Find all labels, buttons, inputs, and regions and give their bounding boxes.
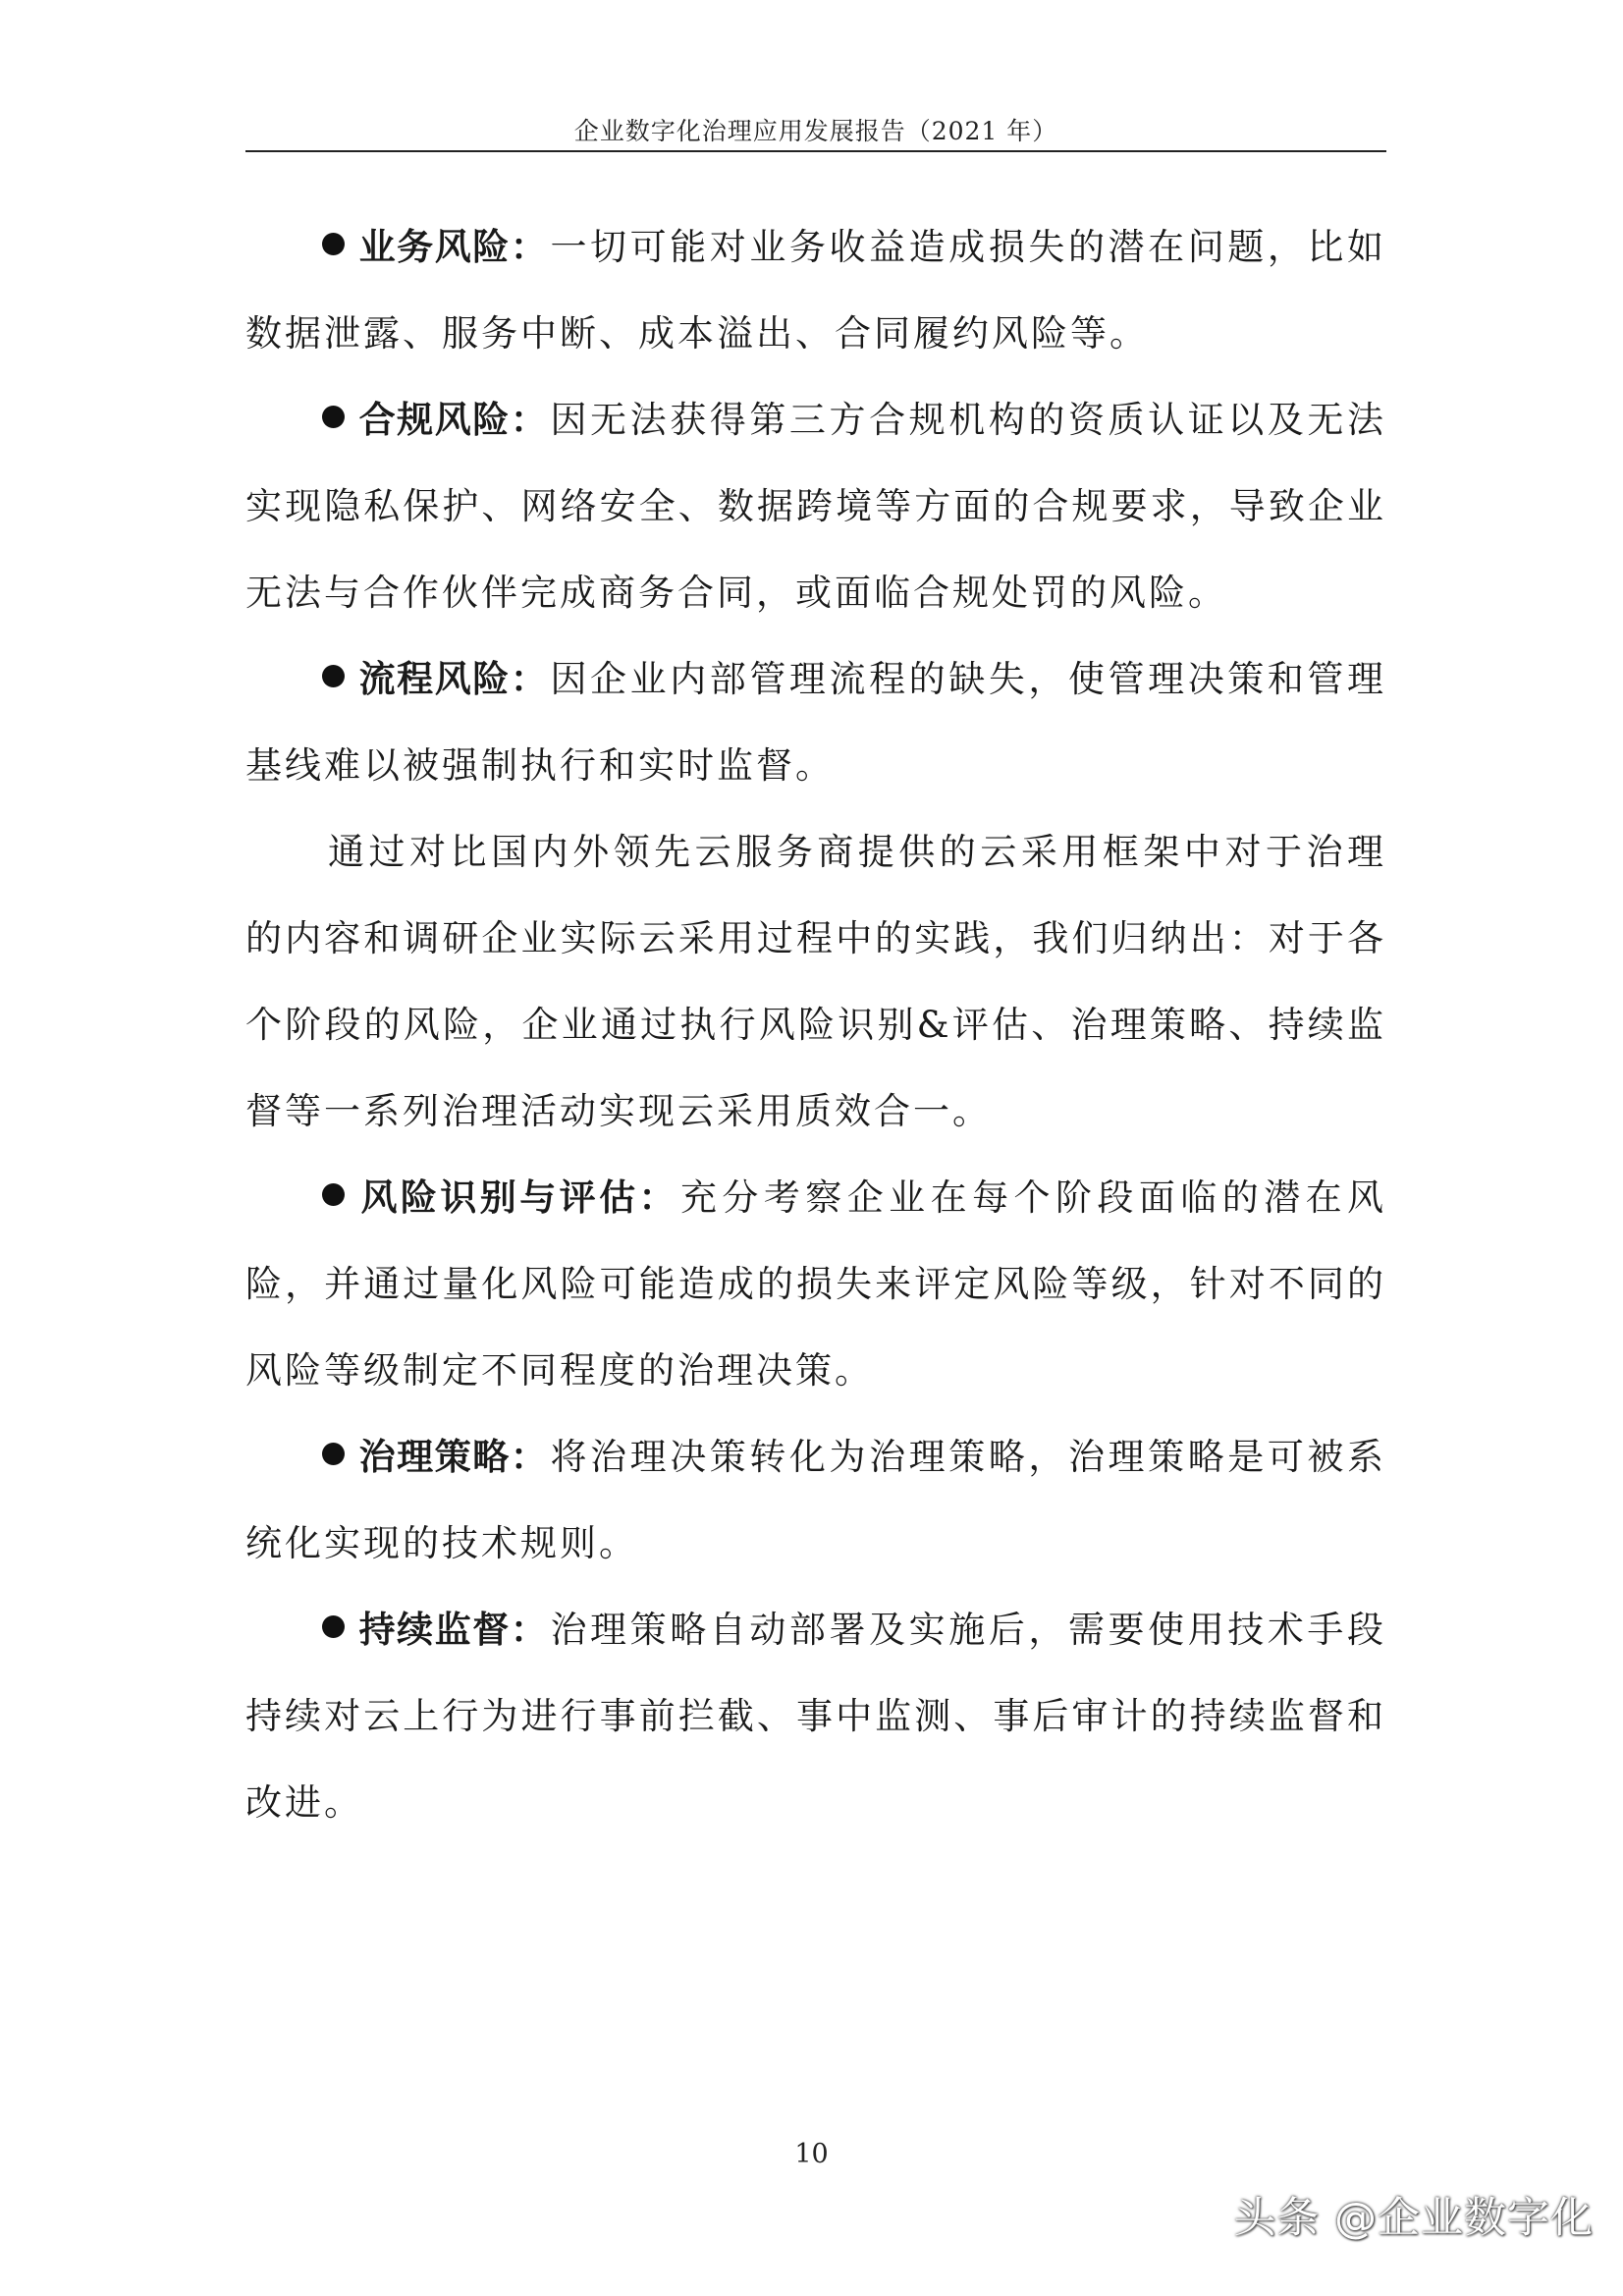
term-separator: ： xyxy=(510,226,551,268)
document-body xyxy=(245,204,1386,1846)
paragraph-text: 因无法获得第三方合规机构的资质认证以及无法实现隐私保护、网络安全、数据跨境等方面的合规要求，导致企业无法与合作伙伴完成商务合同，或面临合规处罚的风险。 xyxy=(245,399,1387,614)
paragraph-text: 充分考察企业在每个阶段面临的潜在风险，并通过量化风险可能造成的损失来评定风险等级，针对不同的风险等级制定不同程度的治理决策。 xyxy=(245,1176,1387,1392)
bullet-icon xyxy=(322,406,345,428)
term-separator: ： xyxy=(638,1176,680,1219)
bullet-icon xyxy=(322,1615,345,1638)
bullet-icon xyxy=(322,1443,345,1465)
header-divider xyxy=(245,150,1386,152)
paragraph-text: 治理策略自动部署及实施后，需要使用技术手段持续对云上行为进行事前拦截、事中监测、事后审计的持续监督和改进。 xyxy=(245,1609,1387,1824)
paragraph-governance-policy xyxy=(245,1414,1386,1587)
paragraph-text: 将治理决策转化为治理策略，治理策略是可被系统化实现的技术规则。 xyxy=(245,1436,1387,1564)
header-title: 企业数字化治理应用发展报告（2021 年） xyxy=(573,117,1058,145)
term-label: 合规风险 xyxy=(358,399,511,441)
bullet-icon xyxy=(322,1183,345,1206)
paragraph-compliance-risk xyxy=(245,377,1386,636)
paragraph-process-risk xyxy=(245,636,1386,809)
term-separator: ： xyxy=(510,1436,551,1478)
term-label: 流程风险 xyxy=(358,658,511,700)
paragraph-text: 因企业内部管理流程的缺失，使管理决策和管理基线难以被强制执行和实时监督。 xyxy=(245,658,1387,787)
term-separator: ： xyxy=(510,399,551,441)
paragraph-text: 通过对比国内外领先云服务商提供的云采用框架中对于治理的内容和调研企业实际云采用过程中的实践，我们归纳出：对于各个阶段的风险，企业通过执行风险识别&评估、治理策略、持续监督等一系列治理活动实现云采用质效合一。 xyxy=(245,831,1386,1132)
paragraph-text: 一切可能对业务收益造成损失的潜在问题，比如数据泄露、服务中断、成本溢出、合同履约风险等。 xyxy=(245,226,1387,355)
paragraph-summary xyxy=(245,809,1386,1155)
paragraph-risk-identification xyxy=(245,1155,1386,1414)
term-label: 治理策略 xyxy=(358,1436,511,1478)
term-separator: ： xyxy=(510,658,551,700)
term-separator: ： xyxy=(510,1609,551,1651)
paragraph-business-risk xyxy=(245,204,1386,377)
paragraph-continuous-monitoring xyxy=(245,1587,1386,1846)
term-label: 风险识别与评估 xyxy=(358,1176,639,1219)
term-label: 业务风险 xyxy=(358,226,511,268)
bullet-icon xyxy=(322,233,345,255)
watermark: 头条 @企业数字化 xyxy=(1233,2194,1594,2243)
page-number: 10 xyxy=(794,2139,829,2169)
bullet-icon xyxy=(322,665,345,687)
term-label: 持续监督 xyxy=(358,1609,511,1651)
